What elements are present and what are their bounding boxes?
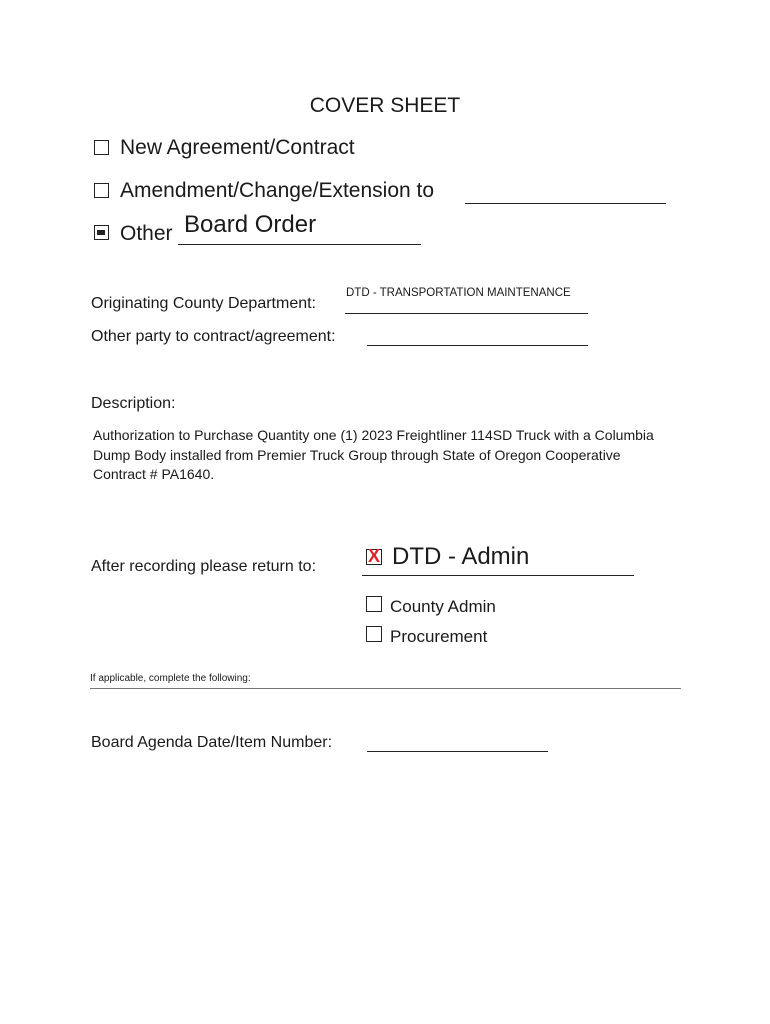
section-divider (90, 688, 681, 689)
originating-label: Originating County Department: (91, 295, 316, 312)
x-mark-icon: X (368, 546, 381, 566)
amendment-checkbox[interactable] (94, 183, 109, 198)
dtd-admin-checkbox[interactable] (366, 546, 382, 566)
other-party-label: Other party to contract/agreement: (91, 328, 336, 345)
other-label: Other (120, 222, 173, 245)
description-label: Description: (91, 395, 176, 412)
new-agreement-label: New Agreement/Contract (120, 136, 355, 159)
other-party-field[interactable] (367, 345, 588, 346)
other-checkbox[interactable] (94, 225, 109, 240)
county-admin-label: County Admin (390, 597, 496, 616)
return-to-field[interactable] (362, 575, 634, 576)
board-agenda-label: Board Agenda Date/Item Number: (91, 734, 333, 751)
amendment-field[interactable] (465, 203, 666, 204)
if-applicable-note: If applicable, complete the following: (90, 673, 251, 684)
return-to-label: After recording please return to: (91, 558, 317, 575)
procurement-label: Procurement (390, 627, 488, 646)
originating-field[interactable] (345, 313, 588, 314)
description-text: Authorization to Purchase Quantity one (1) 2023 Freightliner 114SD Truck with a Columbia Dump Body installed from Premier Truck Group through State of Oregon Cooperative Contract # PA1640. (93, 427, 654, 482)
county-admin-checkbox[interactable] (366, 596, 382, 612)
procurement-checkbox[interactable] (366, 626, 382, 642)
new-agreement-checkbox[interactable] (94, 140, 109, 155)
amendment-label: Amendment/Change/Extension to (120, 179, 435, 202)
dtd-admin-value: DTD - Admin (392, 543, 530, 570)
originating-field-value: DTD - TRANSPORTATION MAINTENANCE (346, 287, 571, 299)
page-title: COVER SHEET (309, 94, 461, 117)
other-field-value: Board Order (184, 211, 317, 238)
board-agenda-field[interactable] (367, 751, 548, 752)
other-field[interactable] (178, 244, 421, 245)
